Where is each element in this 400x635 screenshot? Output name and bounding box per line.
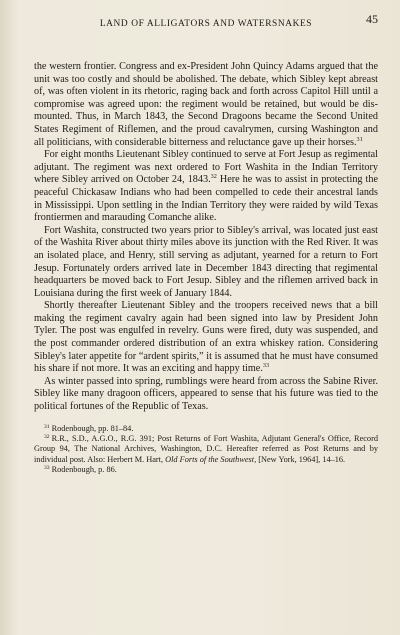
paragraph-4: Shortly thereafter Lieutenant Sibley and the troopers received news that a bill making the regiment cavalry again had been signed into law by President John Tyler. The post was engulfed in revelry. Guns were fired, duty was suspended, and the post commander ordered distribution of an extra whiskey ration. Considering Sibley's later appetite for “ardent spirits,” it is assumed that he must have consumed his share if not more. It was an exciting and happy time.$^{33}$ <box>34 300 378 375</box>
footnote-31: $^{31}$ Rodenbough, pp. 81–84. <box>44 423 134 433</box>
footnote-ref-33: 33 <box>262 362 270 370</box>
paragraph-3: Fort Washita, constructed two years prior to Sibley's arrival, was located just east of the Washita River about thirty miles above its junction with the Red River. It was an isolated place, and Henry, still serving as adjutant, yearned for a return to Fort Jesup. Fortunately orders arrived late in December 1843 directing that regimental headquarters be moved back to Fort Jesup. Sibley and the riflemen arrived back in Louisiana during the first week of January 1844. <box>34 224 378 299</box>
page-header <box>34 13 378 35</box>
body-text <box>34 61 378 414</box>
page-number: 45 <box>366 12 378 26</box>
footnote-ref-31: 31 <box>356 135 363 143</box>
paragraph-1: the western frontier. Congress and ex-President John Quincy Adams argued that the unit was too costly and should be abolished. The debate, which Sibley kept abreast of, was often violent in its rhetoric, raging back and forth across Capitol Hill until a compromise was agreed upon: the regiment would be retained, but would be dismounted. Thus, in March 1843, the Second Dragoons became the Second United States Regiment of Riflemen, and the proud cavalrymen, cursing Washington and all politicians, with considerable bitterness and reluctance gave up their horses.$^{31}$ <box>34 61 378 148</box>
footnote-32: $^{32}$ R.R., S.D., A.G.O., R.G. 391; Post Returns of Fort Washita, Adjutant General's Office, Record Group 94, The National Archives, Washington, D.C. Hereafter referred as Post Returns and by individual post. Also: Herbert M. Hart, Old Forts of the Southwest, [New York, 1964], 14–16. <box>34 434 378 464</box>
running-head: LAND OF ALLIGATORS AND WATERSNAKES <box>99 19 313 29</box>
footnote-ref-32: 32 <box>210 173 217 181</box>
footnote-number: 33 <box>44 465 50 472</box>
paragraph-2: For eight months Lieutenant Sibley continued to serve at Fort Jesup as regimental adjutant. The regiment was next ordered to Fort Washita in the Indian Territory where Sibley arrived on October 24, 1843.32 Here he was to assist in protecting the peaceful Chickasaw Indians who had been compelled to cede their ancestral lands in Mississippi. Upon settling in the Indian Territory they were raided by wild Texas frontiermen and marauding Comanche alike. <box>34 149 378 224</box>
footnotes <box>34 424 378 476</box>
book-title: Old Forts of the Southwest, <box>165 454 257 464</box>
footnote-33: $^{33}$ Rodenbough, p. 86. <box>44 465 117 475</box>
footnote-number: 32 <box>44 434 50 441</box>
footnote-number: 31 <box>44 423 50 430</box>
paragraph-5: As winter passed into spring, rumblings were heard from across the Sabine River. Sibley like many dragoon officers, appeared to sense that his future was tied to the political fortunes of the Republic of Texas. <box>34 375 378 413</box>
